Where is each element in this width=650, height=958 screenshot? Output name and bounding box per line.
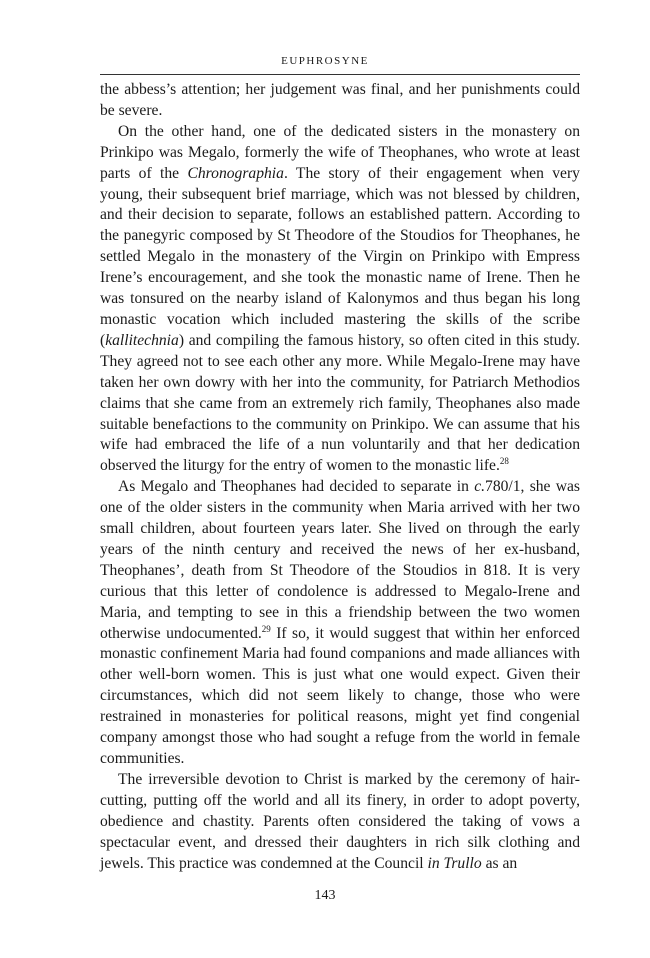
text-run: On the other hand, one of the dedicated sisters in the monastery on Prinkipo was Megalo, formerly the wife of Theophanes, who wrote at least parts of the bbox=[100, 122, 580, 182]
paragraph bbox=[100, 122, 580, 477]
italic-text: in Trullo bbox=[427, 854, 482, 872]
text-run: As Megalo and Theophanes had decided to separate in bbox=[118, 478, 475, 496]
paragraph bbox=[100, 80, 580, 122]
text-run: The irreversible devotion to Christ is marked by the ceremony of hair-cutting, putting off the world and all its finery, in order to adopt poverty, obedience and chastity. Parents often considered the taking of vows a spectacular event, and dressed their daughters in rich silk clothing and jewels. This practice was condemned at the Council bbox=[100, 770, 580, 872]
footnote-ref: 28 bbox=[499, 456, 509, 467]
body-text bbox=[100, 80, 580, 874]
italic-text: c. bbox=[474, 478, 486, 496]
text-run: ) and compiling the famous history, so often cited in this study. They agreed not to see each other any more. While Megalo-Irene may have taken her own dowry with her into the community, for Patriarch Methodios claims that she came from an extremely rich family, Theophanes also made suitable benefactions to the community on Prinkipo. We can assume that his wife had embraced the life of a nun voluntarily and that her dedication observed the liturgy for the entry of women to the monastic life. bbox=[100, 331, 580, 475]
text-run: the abbess’s attention; her judgement was final, and her punishments could be severe. bbox=[100, 81, 580, 119]
italic-text: Chronographia bbox=[187, 164, 284, 182]
text-run: . The story of their engagement when very young, their subsequent brief marriage, which was not blessed by children, and their decision to separate, follows an established pattern. According to the panegyric composed by St Theodore of the Stoudios for Theophanes, he settled Megalo in the monastery of the Virgin on Prinkipo with Empress Irene’s encouragement, and she took the monastic name of Irene. Then he was tonsured on the nearby island of Kalonymos and thus began his long monastic vocation which included mastering the skills of the scribe ( bbox=[100, 164, 580, 349]
paragraph bbox=[100, 770, 580, 875]
text-run: If so, it would suggest that within her enforced monastic confinement Maria had found companions and made alliances with other well-born women. This is just what one would expect. Given their circumstances, which did not seem likely to change, those who were restrained in monasteries for political reasons, might yet find congenial company amongst those who had sought a refuge from the world in female communities. bbox=[100, 624, 580, 767]
italic-text: kallitechnia bbox=[105, 331, 179, 349]
paragraph bbox=[100, 477, 580, 770]
text-run: as an bbox=[481, 854, 518, 872]
running-head: EUPHROSYNE bbox=[281, 55, 369, 67]
footnote-ref: 29 bbox=[261, 623, 271, 634]
header-rule bbox=[100, 74, 580, 75]
text-run: 780/1, she was one of the older sisters in the community when Maria arrived with her two small children, about fourteen years later. She lived on through the early years of the ninth century and received the news of her ex-husband, Theophanes’, death from St Theodore of the Stoudios in 818. It is very curious that this letter of condolence is addressed to Megalo-Irene and Maria, and tempting to see in this a friendship between the two women otherwise undocumented. bbox=[100, 478, 580, 642]
page-number: 143 bbox=[314, 888, 336, 903]
